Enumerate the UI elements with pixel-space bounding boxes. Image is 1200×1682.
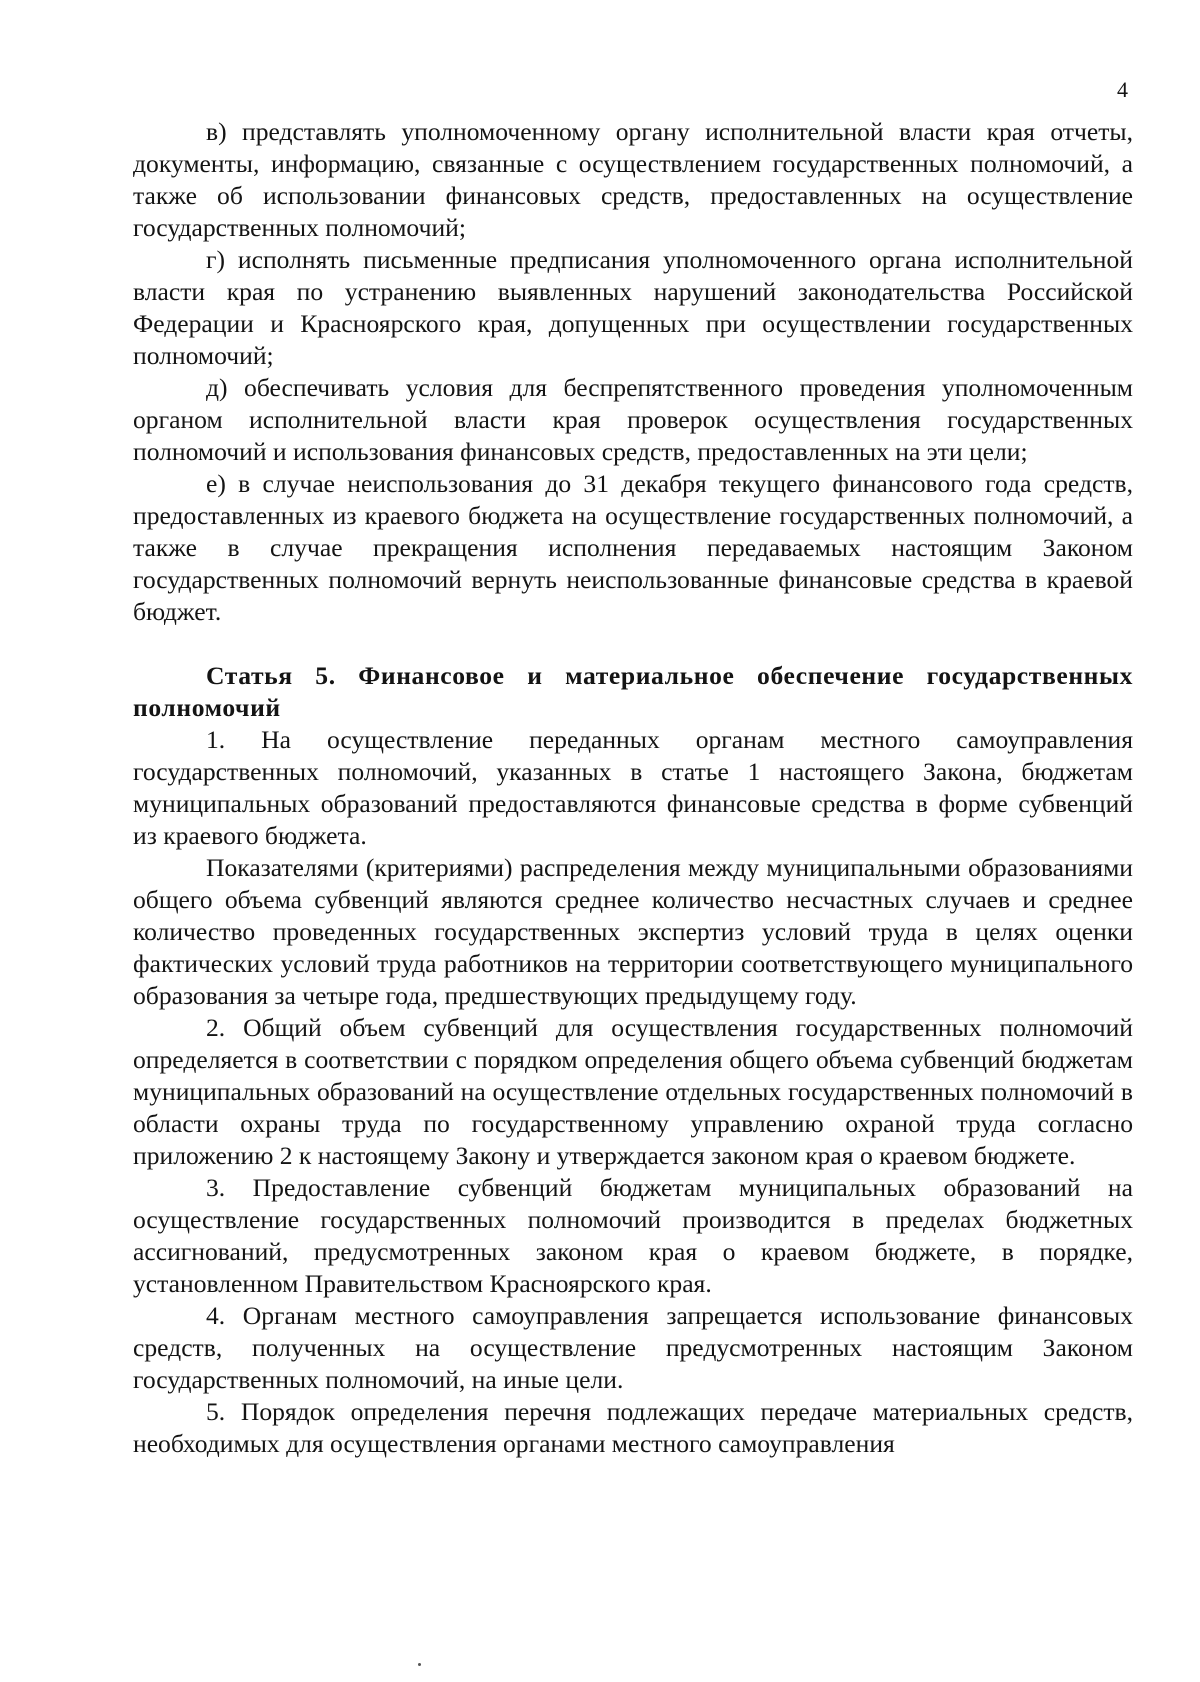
article-5-heading: Статья 5. Финансовое и материальное обеспечение государственных полномочий (133, 661, 1133, 722)
paragraph-3-provision: 3. Предоставление субвенций бюджетам муниципальных образований на осуществление государственных полномочий производится в пределах бюджетных ассигнований, предусмотренных законом края о краевом бюджете, в порядке, установленном Правительством Красноярского края. (133, 1173, 1133, 1298)
paragraph-d-inspections: д) обеспечивать условия для беспрепятственного проведения уполномоченным органом исполнительной власти края проверок осуществления государственных полномочий и использования финансовых средств, предоставленных на эти цели; (133, 373, 1133, 466)
paragraph-v-reporting: в) представлять уполномоченному органу исполнительной власти края отчеты, документы, информацию, связанные с осуществлением государственных полномочий, а также об использовании финансовых средств, предоставленных на осуществление государственных полномочий; (133, 117, 1133, 242)
paragraph-distribution-criteria: Показателями (критериями) распределения между муниципальными образованиями общего объема субвенций являются среднее количество несчастных случаев и среднее количество проведенных государственных экспертиз условий труда в целях оценки фактических условий труда работников на территории соответствующего муниципального образования за четыре года, предшествующих предыдущему году. (133, 853, 1133, 1010)
paragraph-4-prohibition: 4. Органам местного самоуправления запрещается использование финансовых средств, полученных на осуществление предусмотренных настоящим Законом государственных полномочий, на иные цели. (133, 1301, 1133, 1394)
paragraph-2-total-volume: 2. Общий объем субвенций для осуществления государственных полномочий определяется в соответствии с порядком определения общего объема субвенций бюджетам муниципальных образований на осуществление отдельных государственных полномочий в области охраны труда по государственному управлению охраной труда согласно приложению 2 к настоящему Закону и утверждается законом края о краевом бюджете. (133, 1013, 1133, 1170)
page-number: 4 (1117, 77, 1128, 102)
scan-speck (418, 1663, 421, 1666)
document-body (133, 116, 1133, 1460)
paragraph-5-material-means: 5. Порядок определения перечня подлежащих передаче материальных средств, необходимых для осуществления органами местного самоуправления (133, 1397, 1133, 1458)
paragraph-e-return-funds: е) в случае неиспользования до 31 декабря текущего финансового года средств, предоставленных из краевого бюджета на осуществление государственных полномочий, а также в случае прекращения исполнения передаваемых настоящим Законом государственных полномочий вернуть неиспользованные финансовые средства в краевой бюджет. (133, 469, 1133, 626)
paragraph-1-subventions: 1. На осуществление переданных органам местного самоуправления государственных полномочий, указанных в статье 1 настоящего Закона, бюджетам муниципальных образований предоставляются финансовые средства в форме субвенций из краевого бюджета. (133, 725, 1133, 850)
paragraph-g-orders: г) исполнять письменные предписания уполномоченного органа исполнительной власти края по устранению выявленных нарушений законодательства Российской Федерации и Красноярского края, допущенных при осуществлении государственных полномочий; (133, 245, 1133, 370)
